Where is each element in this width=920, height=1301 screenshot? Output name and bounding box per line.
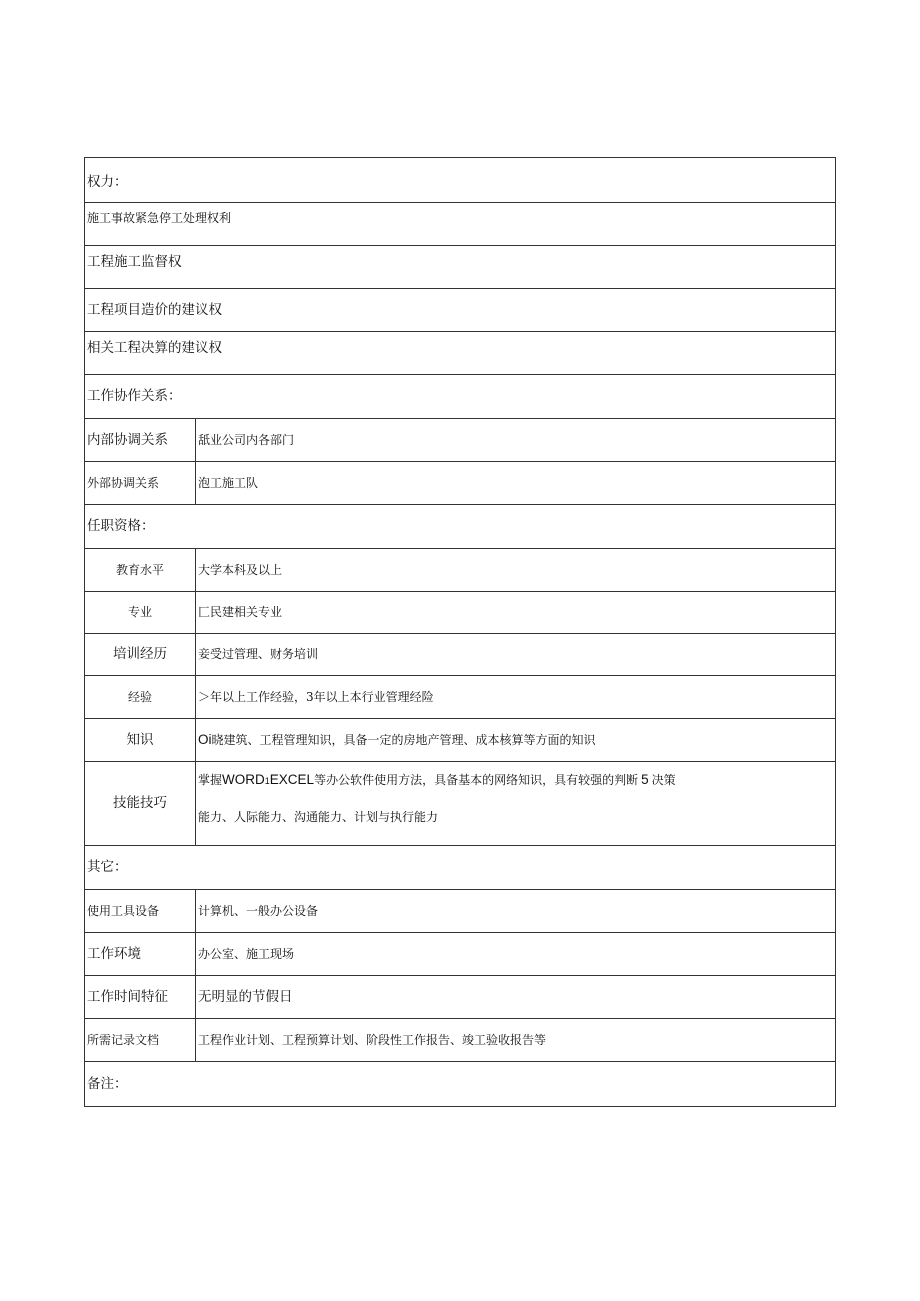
authority-item: 工程项目造价的建议权 [85,289,836,332]
authority-item: 工程施工监督权 [85,246,836,289]
other-label: 工作环境 [85,933,196,976]
qualification-label: 知识 [85,719,196,762]
cooperation-row [85,419,836,462]
qualification-label: 专业 [85,592,196,634]
qualification-row [85,719,836,762]
skills-text: 决策 [651,773,676,787]
qualifications-heading-row [85,505,836,549]
authority-item: 施工事故紧急停工处理权利 [85,203,836,246]
cooperation-label: 内部协调关系 [85,419,196,462]
qualification-row [85,762,836,846]
other-value: 无明显的节假日 [196,976,836,1019]
qualification-label: 技能技巧 [85,762,196,846]
qualification-row [85,676,836,719]
other-heading-row [85,846,836,890]
cooperation-value: 泡工施工队 [196,462,836,505]
authority-item-row [85,246,836,289]
skills-text: 掌握 [198,773,223,787]
qualification-value [196,719,836,762]
other-value: 办公室、施工现场 [196,933,836,976]
cooperation-heading-row [85,375,836,419]
other-row [85,890,836,933]
other-row [85,976,836,1019]
authority-item-row [85,289,836,332]
cooperation-value: 舐业公司内各部门 [196,419,836,462]
other-value: 计算机、一般办公设备 [196,890,836,933]
other-row [85,933,836,976]
other-label: 所需记录文档 [85,1019,196,1062]
other-value: 工程作业计划、工程预算计划、阶段性工作报告、竣工验收报告等 [196,1019,836,1062]
remarks-heading: 备注： [85,1062,836,1107]
knowledge-text: 晓建筑、工程管理知识，具备一定的房地产管理、成本核算等方面的知识 [211,732,596,747]
qualification-row [85,634,836,676]
skills-line-1 [198,772,835,788]
other-label: 使用工具设备 [85,890,196,933]
qualification-label: 教育水平 [85,549,196,592]
skills-separator: 1 [264,776,270,786]
qualification-value: 匚民建相关专业 [196,592,836,634]
qualification-label: 培训经历 [85,634,196,676]
remarks-row [85,1062,836,1107]
authority-item-row [85,203,836,246]
authority-heading-row [85,158,836,203]
skills-number: 5 [641,772,649,787]
qualification-value: 妾受过管理、财务培训 [196,634,836,676]
qualification-label: 经验 [85,676,196,719]
other-label: 工作时间特征 [85,976,196,1019]
skills-text: 等办公软件使用方法，具备基本的网络知识，具有较强的判断 [314,773,639,787]
authority-item: 相关工程决算的建议权 [85,332,836,375]
qualification-value: ＞年以上工作经验，3年以上本行业管理经险 [196,676,836,719]
authority-item-row [85,332,836,375]
other-heading: 其它： [85,846,836,890]
skills-word: WORD [222,772,265,787]
skills-line-2: 能力、人际能力、沟通能力、计划与执行能力 [198,810,439,825]
cooperation-heading: 工作协作关系： [85,375,836,419]
qualification-value [196,762,836,846]
skills-excel: EXCEL [269,772,315,787]
qualification-row [85,549,836,592]
qualifications-heading: 任职资格： [85,505,836,549]
authority-heading: 权力： [85,158,836,203]
other-row [85,1019,836,1062]
knowledge-prefix: Oi [198,731,212,747]
cooperation-row [85,462,836,505]
cooperation-label: 外部协调关系 [85,462,196,505]
job-description-table [84,157,836,1107]
qualification-row [85,592,836,634]
qualification-value: 大学本科及以上 [196,549,836,592]
